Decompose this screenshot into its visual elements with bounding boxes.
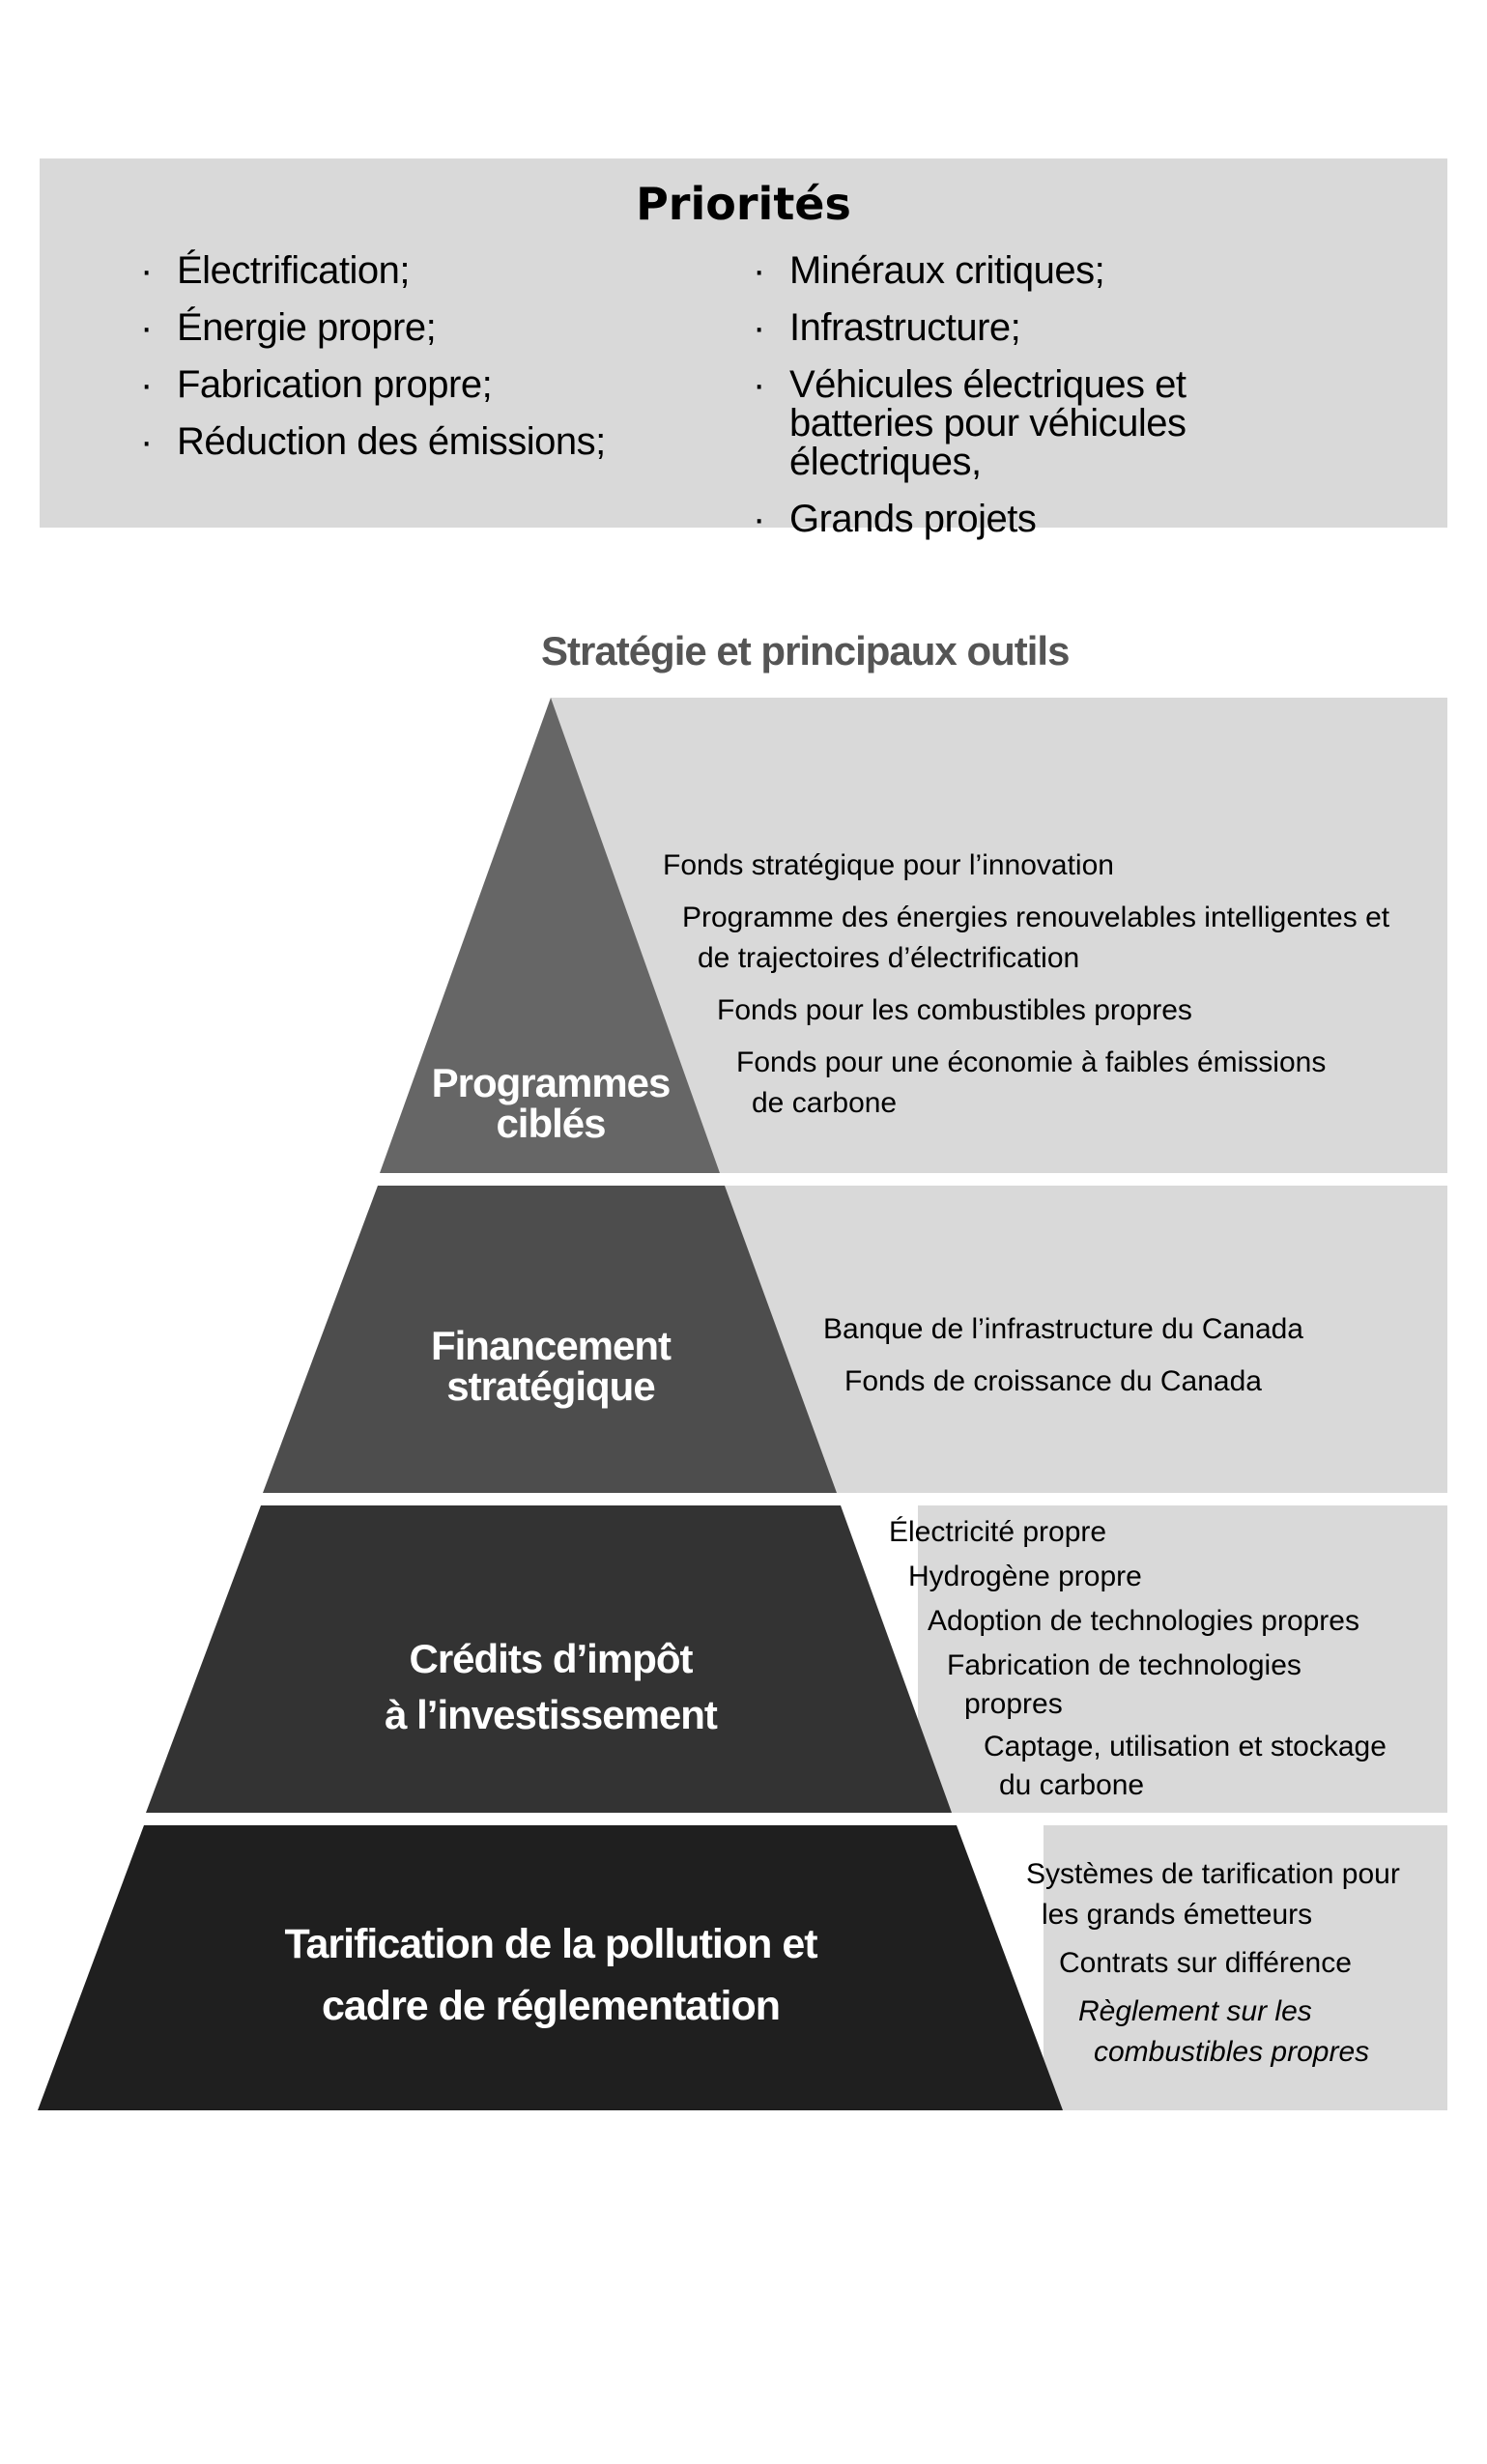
tool-item: Hydrogène propre (908, 1561, 1142, 1592)
tool-item: Fonds pour les combustibles propres (717, 994, 1192, 1026)
tool-item: de trajectoires d’électrification (698, 942, 1080, 974)
level-label-financement (377, 1323, 725, 1409)
level-label-line: cadre de réglementation (321, 1983, 781, 2029)
tool-item: propres (964, 1688, 1063, 1720)
level-label-line: stratégique (446, 1363, 655, 1409)
level-label-line: à l’investissement (385, 1692, 717, 1737)
level-label-line: ciblés (496, 1101, 606, 1146)
priority-item: · Véhicules électriques et batteries pour véhicules électriques, (753, 365, 1330, 481)
tool-item: Fonds de croissance du Canada (844, 1365, 1262, 1397)
tool-item: Fonds stratégique pour l’innovation (663, 849, 1114, 881)
level-label-line: Crédits d’impôt (409, 1636, 693, 1681)
tool-item: Captage, utilisation et stockage (984, 1731, 1387, 1762)
tool-item: Fabrication de technologies (947, 1649, 1301, 1681)
tool-item: Électricité propre (889, 1516, 1107, 1548)
strategy-title: Stratégie et principaux outils (541, 628, 1070, 673)
priority-item: · Grands projets (753, 500, 1429, 538)
tool-item: les grands émetteurs (1042, 1899, 1313, 1931)
tool-item: combustibles propres (1094, 2036, 1370, 2068)
priorities-title: Priorités (636, 178, 851, 230)
level-label-line: Tarification de la pollution et (284, 1921, 817, 1967)
priority-item: · Infrastructure; (753, 308, 1429, 347)
priority-item: · Réduction des émissions; (140, 422, 720, 461)
level-label-programmes (406, 1060, 696, 1146)
priority-item: · Énergie propre; (140, 308, 720, 347)
tool-item: Règlement sur les (1078, 1995, 1312, 2027)
level-label-credits (329, 1631, 773, 1743)
priority-item: · Fabrication propre; (140, 365, 720, 404)
priority-item: · Minéraux critiques; (753, 251, 1429, 290)
level-label-tarification (242, 1913, 860, 2037)
tool-item: Fonds pour une économie à faibles émissions (736, 1046, 1327, 1078)
tool-item: Programme des énergies renouvelables intelligentes et (682, 902, 1390, 933)
tool-item: Systèmes de tarification pour (1026, 1858, 1400, 1890)
tool-item: Adoption de technologies propres (928, 1605, 1359, 1637)
priority-item: · Électrification; (140, 251, 720, 290)
tool-item: Banque de l’infrastructure du Canada (823, 1313, 1303, 1345)
tool-item: Contrats sur différence (1059, 1947, 1352, 1979)
tool-item: de carbone (752, 1087, 898, 1119)
tool-item: du carbone (999, 1769, 1145, 1801)
level-label-line: Programmes (431, 1060, 671, 1105)
level-label-line: Financement (430, 1323, 672, 1368)
